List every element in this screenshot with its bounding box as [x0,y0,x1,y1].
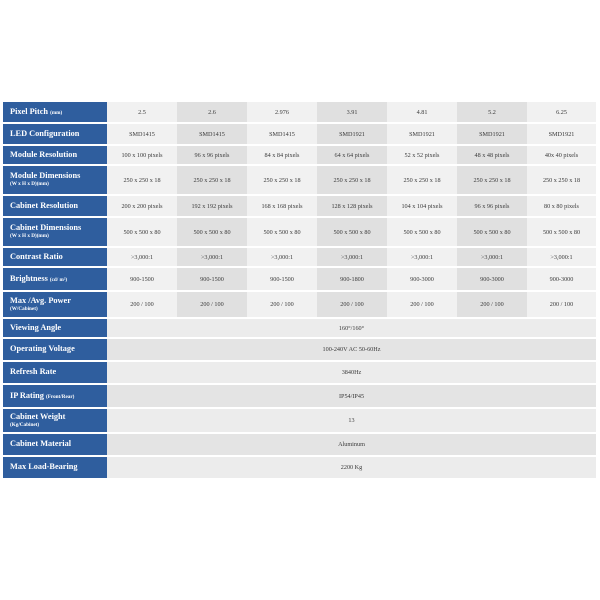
table-cell: 40x 40 pixels [527,146,596,166]
row-label-text: Module Dimensions [10,171,81,180]
table-cell: 64 x 64 pixels [317,146,387,166]
table-cell: 500 x 500 x 80 [107,218,177,248]
table-cell: 3.91 [317,102,387,124]
row-label [3,146,107,166]
row-label [3,196,107,218]
row-label-subline: (W x H x D)(mm) [10,181,49,187]
table-cell-shared: Aluminum [107,434,596,457]
table-row [3,248,596,268]
table-row [3,218,596,248]
table-cell: 900-1800 [317,268,387,292]
row-label-text: IP Rating [10,390,44,400]
table-cell: 500 x 500 x 80 [387,218,457,248]
table-cell: SMD1415 [177,124,247,146]
table-cell-shared: 3840Hz [107,362,596,385]
table-cell: 900-3000 [387,268,457,292]
row-label-unit: (Front/Rear) [45,393,75,400]
table-cell: 2.976 [247,102,317,124]
table-cell: 250 x 250 x 18 [527,166,596,196]
table-cell: 500 x 500 x 80 [457,218,527,248]
table-cell: 200 / 100 [317,292,387,319]
row-label-text: Max /Avg. Power [10,295,71,305]
row-label-text: LED Configuration [10,128,80,138]
table-row [3,362,596,385]
table-row [3,409,596,434]
table-cell: 80 x 80 pixels [527,196,596,218]
table-row [3,268,596,292]
table-cell: >3,000:1 [247,248,317,268]
table-cell: 192 x 192 pixels [177,196,247,218]
table-cell: 2.5 [107,102,177,124]
row-label-text: Cabinet Material [10,439,72,448]
row-label [3,409,107,434]
table-cell: 5.2 [457,102,527,124]
table-cell: 900-1500 [107,268,177,292]
row-label-subline: (W x H x D)(mm) [10,233,49,239]
table-row [3,166,596,196]
table-row [3,196,596,218]
table-cell: 200 / 100 [387,292,457,319]
table-cell: 250 x 250 x 18 [457,166,527,196]
row-label-text: Cabinet Dimensions [10,223,82,232]
row-label-text: Refresh Rate [10,367,57,376]
row-label [3,457,107,480]
table-cell: SMD1415 [107,124,177,146]
table-cell: 250 x 250 x 18 [387,166,457,196]
table-row [3,339,596,362]
table-cell: 500 x 500 x 80 [527,218,596,248]
row-label-unit: (mm) [50,109,63,116]
table-cell: 2.6 [177,102,247,124]
table-cell: 100 x 100 pixels [107,146,177,166]
table-cell: 900-3000 [457,268,527,292]
row-label-text: Viewing Angle [10,322,62,332]
table-cell: SMD1415 [247,124,317,146]
row-label-subline: (Kg/Cabinet) [10,421,40,428]
row-label-text: Brightness [10,273,48,283]
spec-table [3,102,596,480]
table-cell: 52 x 52 pixels [387,146,457,166]
table-cell: 900-1500 [247,268,317,292]
table-cell-shared: 13 [107,409,596,434]
row-label-text: Pixel Pitch [10,106,49,116]
table-cell: >3,000:1 [107,248,177,268]
row-label [3,102,107,124]
table-row [3,319,596,339]
row-label [3,385,107,409]
table-cell: 200 x 200 pixels [107,196,177,218]
table-cell: 200 / 100 [247,292,317,319]
row-label [3,268,107,292]
table-cell: >3,000:1 [527,248,596,268]
row-label-text: Cabinet Weight [10,411,66,421]
table-cell: 900-3000 [527,268,596,292]
table-cell: SMD1921 [527,124,596,146]
table-cell: 84 x 84 pixels [247,146,317,166]
table-cell: 104 x 104 pixels [387,196,457,218]
table-row [3,102,596,124]
table-row [3,385,596,409]
table-cell: SMD1921 [317,124,387,146]
row-label-unit: (cd/ m²) [49,276,68,283]
table-cell: 500 x 500 x 80 [177,218,247,248]
table-cell: 200 / 100 [457,292,527,319]
table-cell: 200 / 100 [527,292,596,319]
table-row [3,124,596,146]
table-cell: >3,000:1 [387,248,457,268]
row-label-text: Operating Voltage [10,344,75,353]
row-label [3,319,107,339]
table-cell: 48 x 48 pixels [457,146,527,166]
row-label-text: Cabinet Resolution [10,200,78,210]
row-label [3,292,107,319]
row-label-text: Module Resolution [10,149,78,159]
table-cell-shared: 2200 Kg [107,457,596,480]
table-row [3,434,596,457]
table-cell: 500 x 500 x 80 [247,218,317,248]
table-cell: 200 / 100 [107,292,177,319]
table-cell: 250 x 250 x 18 [177,166,247,196]
table-cell: 4.81 [387,102,457,124]
table-cell: 200 / 100 [177,292,247,319]
table-cell: >3,000:1 [177,248,247,268]
table-cell-shared: IP54/IP45 [107,385,596,409]
row-label [3,248,107,268]
spec-table-body [3,102,596,480]
table-cell: 900-1500 [177,268,247,292]
row-label [3,124,107,146]
table-cell: >3,000:1 [317,248,387,268]
table-cell: SMD1921 [387,124,457,146]
table-cell: 250 x 250 x 18 [107,166,177,196]
table-row [3,292,596,319]
row-label [3,434,107,457]
table-row [3,457,596,480]
table-cell: 96 x 96 pixels [177,146,247,166]
row-label-subline: (W/Cabinet) [10,305,38,312]
table-cell-shared: 160°/160° [107,319,596,339]
row-label-text: Max Load-Bearing [10,462,78,471]
row-label [3,218,107,248]
table-cell-shared: 100-240V AC 50-60Hz [107,339,596,362]
table-cell: 6.25 [527,102,596,124]
row-label [3,339,107,362]
row-label-text: Contrast Ratio [10,251,63,261]
table-cell: 168 x 168 pixels [247,196,317,218]
row-label [3,362,107,385]
row-label [3,166,107,196]
table-cell: SMD1921 [457,124,527,146]
table-cell: 128 x 128 pixels [317,196,387,218]
table-cell: 500 x 500 x 80 [317,218,387,248]
table-row [3,146,596,166]
table-cell: 96 x 96 pixels [457,196,527,218]
table-cell: 250 x 250 x 18 [317,166,387,196]
table-cell: 250 x 250 x 18 [247,166,317,196]
table-cell: >3,000:1 [457,248,527,268]
